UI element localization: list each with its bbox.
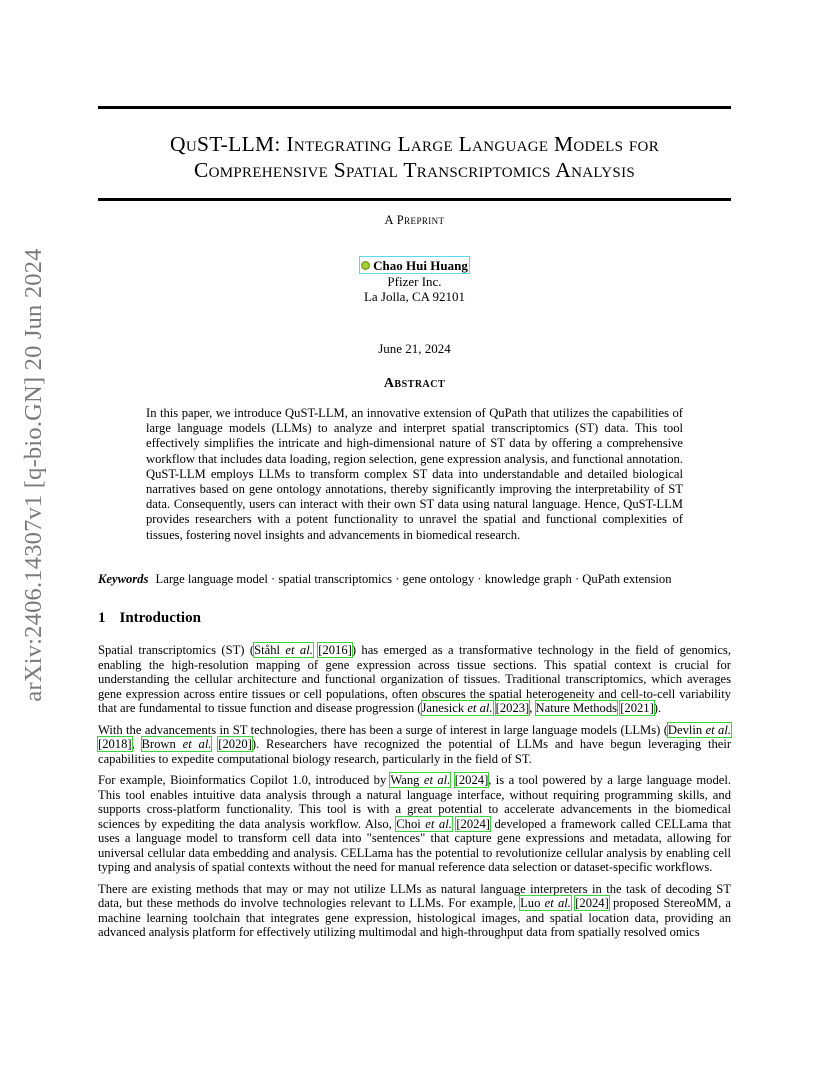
author-name: Chao Hui Huang [373, 258, 468, 273]
citation-author: Wang [390, 773, 420, 787]
citation-author: Janesick [421, 701, 465, 715]
citation-author: Luo [520, 896, 541, 910]
paragraph-3 [98, 773, 731, 875]
citation-etal: et al. [544, 896, 571, 910]
text-span: developed a framework called CELLama that uses a language model to transform cell data into "sentences" that capture gene expressions and metadata, allowing for universal cellular data embedding and analysis. CELLama has the potential to revolutionize cellular analysis by enabling cell typing and analysis of spatial contexts without the need for manual reference data selection or dataset-specific workflows. [98, 816, 731, 874]
paper-title [98, 131, 731, 183]
paper-date: June 21, 2024 [378, 341, 451, 356]
citation-stahl-year[interactable]: [2016] [318, 643, 352, 657]
citation-etal: et al. [705, 722, 731, 737]
citation-wang-year[interactable]: [2024] [454, 773, 489, 787]
keywords-list: Large language model · spatial transcriptomics · gene ontology · knowledge graph · QuPath extension [155, 572, 672, 586]
citation-devlin[interactable] [668, 723, 731, 737]
citation-choi-year[interactable]: [2024] [456, 816, 490, 831]
citation-nature-methods-year[interactable]: [2021] [620, 701, 654, 715]
orcid-icon[interactable] [361, 261, 370, 270]
paragraph-1 [98, 643, 731, 716]
citation-author: Ståhl [254, 643, 280, 657]
title-line-2: Comprehensive Spatial Transcriptomics Analysis [193, 158, 636, 182]
text-span: , is a tool powered by a large language model. This tool enables intuitive data analysis through a natural language interface, without requiring programming skills, and supports cross-platform functionality. This tool is with a great potential to accelerate advancements in the biomedical sciences by expediting the data analysis workflow. Also, [98, 773, 731, 831]
text-span: There are existing methods that may or may not utilize LLMs as natural language interpreters in the task of decoding ST data, but these methods do involve technologies relevant to LLMs. For example, [98, 881, 731, 910]
citation-etal: et al. [425, 816, 452, 831]
citation-choi[interactable] [396, 817, 452, 831]
keywords [98, 572, 738, 587]
abstract-heading: Abstract [383, 376, 446, 391]
text-span: ). [653, 701, 662, 715]
arxiv-identifier: arXiv:2406.14307v1 [q-bio.GN] 20 Jun 2024 [20, 248, 47, 702]
citation-wang[interactable] [390, 773, 450, 787]
citation-devlin-year[interactable]: [2018] [98, 737, 132, 751]
citation-luo[interactable] [520, 896, 571, 910]
text-span: , [131, 737, 142, 751]
abstract-text: In this paper, we introduce QuST-LLM, an innovative extension of QuPath that utilizes the capabilities of large language models (LLMs) to analyze and interpret spatial transcriptomics (ST) data. This tool effectively simplifies the intricate and high-dimensional nature of ST data by offering a comprehensive workflow that includes data loading, region selection, gene expression analysis, and functional annotation. QuST-LLM employs LLMs to transform complex ST data into understandable and detailed biological narratives based on gene ontology annotations, thereby significantly improving the interpretability of ST data. Consequently, users can interact with their own ST data using natural language. Hence, QuST-LLM provides researchers with a potent functionality to unravel the spatial and functional complexities of tissues, fostering novel insights and advancements in biomedical research. [146, 406, 683, 542]
text-span: , [529, 701, 536, 715]
text-span: For example, Bioinformatics Copilot 1.0, introduced by [98, 773, 391, 787]
preprint-label: A Preprint [384, 213, 445, 227]
citation-etal: et al. [423, 773, 451, 787]
keywords-label: Keywords [98, 572, 149, 586]
citation-etal: et al. [182, 737, 212, 751]
citation-stahl[interactable] [254, 643, 313, 657]
citation-janesick[interactable] [422, 701, 493, 715]
citation-author: Choi [396, 816, 421, 831]
citation-author: Brown [141, 737, 176, 751]
citation-author: Devlin [667, 722, 703, 737]
citation-brown[interactable] [142, 737, 212, 751]
title-line-1: QuST-LLM: Integrating Large Language Models for [170, 132, 659, 156]
text-span: ). Researchers have recognized the potential of LLMs and have begun leveraging their capabilities to expedite computational biology research, particularly in the field of ST. [98, 737, 732, 766]
citation-brown-year[interactable]: [2020] [218, 737, 252, 751]
author-link[interactable] [359, 256, 470, 274]
text-span: proposed StereoMM, a machine learning toolchain that integrates gene expression, histological images, and spatial location data, providing an advanced analysis platform for effectively utilizing multimodal and high-throughput data from spatially resolved omics [98, 896, 732, 939]
text-span: ) has emerged as a transformative technology in the field of genomics, enabling the high-resolution mapping of gene expression across tissue sections. This spatial context is crucial for understanding the cellular architecture and functional organization of tissues. Traditional transcriptomics, which averages gene expression across entire tissues or cell populations, often obscures the spatial heterogeneity and cell-to-cell variability that are fundamental to tissue function and disease progression ( [98, 643, 731, 715]
title-rule-bottom [98, 198, 731, 201]
citation-nature-methods[interactable]: Nature Methods [535, 701, 618, 715]
author-location: La Jolla, CA 92101 [363, 289, 466, 304]
paragraph-2 [98, 723, 731, 767]
citation-etal: et al. [467, 701, 493, 715]
section-number: 1 [98, 610, 106, 626]
citation-etal: et al. [285, 643, 313, 657]
author-affiliation: Pfizer Inc. [387, 274, 442, 289]
text-span: Spatial transcriptomics (ST) ( [98, 643, 255, 657]
citation-luo-year[interactable]: [2024] [575, 896, 609, 910]
paragraph-4 [98, 882, 731, 940]
author-block [98, 256, 731, 304]
citation-janesick-year[interactable]: [2023] [495, 701, 530, 715]
title-rule-top [98, 106, 731, 109]
section-heading-introduction [98, 610, 201, 627]
section-title: Introduction [119, 610, 201, 626]
text-span: With the advancements in ST technologies, there has been a surge of interest in large language models (LLMs) ( [98, 722, 668, 737]
body-text [98, 643, 731, 947]
